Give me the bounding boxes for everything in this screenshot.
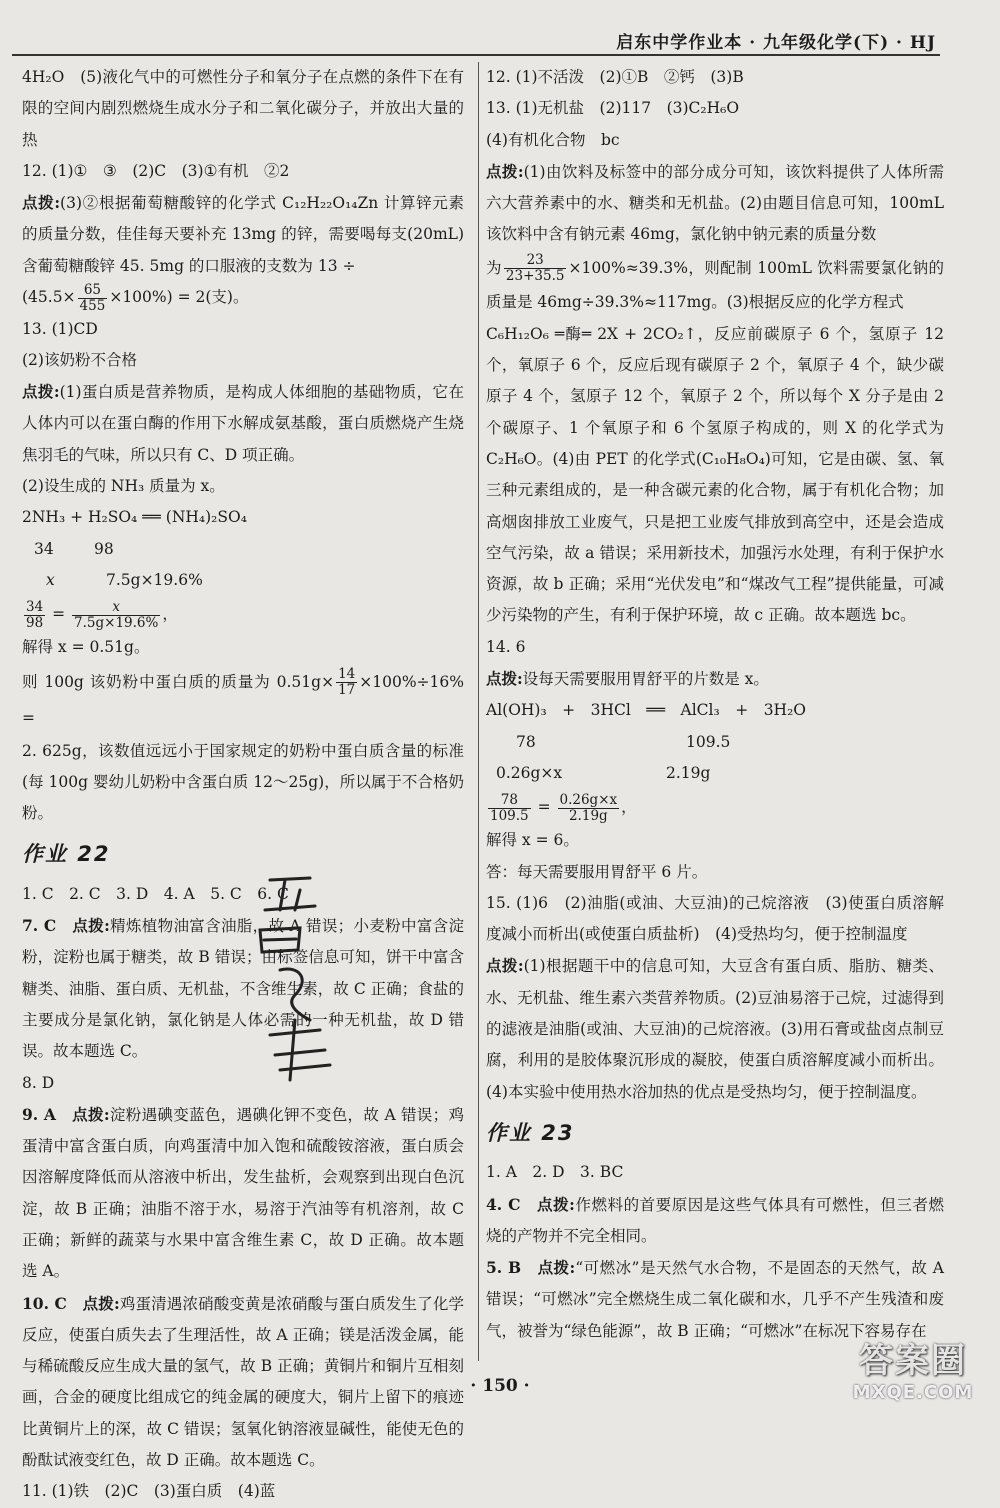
mass-row-1: [22, 534, 464, 565]
watermark-logo: 答案圈: [859, 1341, 967, 1381]
answer-13: 13. (1)无机盐 (2)117 (3)C₂H₆O: [486, 99, 740, 118]
equation-part: ×100%) = 2(支)。: [109, 288, 249, 307]
conclusion: 2. 625g，该数值远远小于国家规定的奶粉中蛋白质含量的标准(每 100g 婴幼儿奶粉中含蛋白质 12～25g)，所以属于不合格奶粉。: [22, 741, 464, 823]
tip-text: (3)②根据葡萄糖酸锌的化学式 C₁₂H₂₂O₁₄Zn 计算锌元素的质量分数，佳佳每天要补充 13mg 的锌，需要喝每支(20mL)含葡萄糖酸锌 45. 5mg 的口服液的支数为 13 ÷: [22, 194, 464, 275]
right-column: [486, 62, 944, 1347]
answer-4: [486, 1189, 944, 1253]
fraction-num: 34: [26, 598, 44, 615]
answer-label: 4. C 点拨:: [486, 1194, 575, 1214]
fraction: [72, 600, 160, 631]
answer-12: 12. (1)① ③ (2)C (3)①有机 ②2: [22, 161, 290, 180]
answer-label: 7. C 点拨:: [22, 916, 110, 936]
answers-1-6: 1. C 2. C 3. D 4. A 5. C 6. C: [22, 884, 289, 903]
tip-part: 为: [486, 258, 502, 277]
tip-13-cont: C₆H₁₂O₆ ═酶═ 2X + 2CO₂↑，反应前碳原子 6 个，氢原子 12 个，氧原子 6 个，反应后现有碳原子 2 个，氧原子 4 个，缺少碳原子 4 个，氢原子 12 个，氧原子 2 个，所以每个 X 分子是由 2 个碳原子、1 个氧原子和 6 个氢原子构成的，则 X 的化学式为 C₂H₆O。(4)由 PET 的化学式(C₁₀H₈O₄)可知，它是由碳、氢、氧三种元素组成的，是一种含碳元素的化合物，属于有机化合物；加高烟囱排放工业废气，只是把工业废气排放到高空中，还是会造成空气污染，故 a 错误；采用新技术，加强污水处理，有利于保护水资源，故 b 正确；采用“光伏发电”和“煤改气工程”提供能量，可减少污染物的产生，有利于保护环境，故 c 正确。故本题选 bc。: [486, 324, 944, 625]
tip-13: [486, 156, 944, 251]
tip-label: 点拨:: [486, 161, 524, 181]
proportion: $\frac{78}{109.5}$ = $\frac{0.26g\times x}{2.19g}$ ，: [490, 791, 637, 824]
fraction-den: 455: [79, 297, 106, 314]
tip-13: [22, 376, 464, 471]
mass-row-1: [486, 727, 944, 758]
answer-label: 10. C 点拨:: [22, 1293, 120, 1313]
answer-text: 精炼植物油富含油脂，故 A 错误；小麦粉中富含淀粉，淀粉也属于糖类，故 B 错误；由标签信息可知，饼干中富含糖类、油脂、蛋白质、无机盐，不含维生素，故 C 正确；食盐的主要成分是氯化钠，氯化钠是人体必需的一种无机盐，故 D 错误。故本题选 C。: [22, 917, 464, 1061]
fraction: [78, 283, 108, 314]
fraction-num: 14: [338, 666, 356, 683]
header-rule: [12, 54, 940, 56]
answer-text: 作燃料的首要原因是这些气体具有可燃性，但三者燃烧的产物并不完全相同。: [486, 1195, 944, 1245]
answer-12: 12. (1)不活泼 (2)①B ②钙 (3)B: [486, 68, 744, 86]
fraction: [336, 667, 357, 698]
left-column: [22, 62, 464, 1508]
fraction: [558, 793, 620, 824]
fraction-num: 23: [526, 252, 544, 269]
mass-value: x: [46, 570, 55, 589]
column-divider: [478, 62, 479, 1361]
tip-label: 点拨:: [486, 669, 523, 689]
chemical-equation: 2NH₃ + H₂SO₄ ══ (NH₄)₂SO₄: [22, 508, 247, 527]
fraction-den: 17: [338, 682, 356, 699]
equation-12: [22, 282, 464, 314]
tip-part: ×100%≈39.3%，则配制 100mL 饮料需要氯化钠的质量是 46mg÷39.3%≈117mg。(3)根据反应的化学方程式: [486, 258, 944, 311]
mass-value: 7.5g×19.6%: [106, 570, 203, 589]
mass-row-2: [486, 758, 944, 789]
mass-value: 0.26g×x: [496, 763, 563, 782]
answer-statement: 答：每天需要服用胃舒平 6 片。: [486, 862, 708, 881]
fraction-den: 98: [26, 614, 44, 631]
answer-14: 14. 6: [486, 637, 526, 656]
answer-block: 4H₂O (5)液化气中的可燃性分子和氧分子在点燃的条件下在有限的空间内剧烈燃烧生成水分子和二氧化碳分子，并放出大量的热: [22, 68, 464, 149]
mass-row-2: [22, 565, 464, 596]
chemical-equation: Al(OH)₃ + 3HCl ══ AlCl₃ + 3H₂O: [486, 701, 806, 720]
solution: 解得 x = 0.51g。: [22, 638, 150, 657]
watermark-url: MXQE.COM: [852, 1382, 974, 1403]
tip-label: 点拨:: [22, 382, 60, 402]
mass-value: 2.19g: [666, 763, 711, 782]
answer-label: 9. A 点拨:: [22, 1104, 110, 1124]
answer-9: [22, 1099, 464, 1288]
tip-text: (1)蛋白质是营养物质，是构成人体细胞的基础物质，它在人体内可以在蛋白酶的作用下水解成氨基酸，蛋白质燃烧产生烧焦羽毛的气味，所以只有 C、D 项正确。: [22, 383, 464, 464]
answer-13: 13. (1)CD: [22, 319, 98, 338]
calc-part: ×100%÷16% =: [22, 672, 464, 727]
calc-line: [22, 664, 464, 736]
answers-1-3: 1. A 2. D 3. BC: [486, 1163, 624, 1182]
answer-text: 淀粉遇碘变蓝色，遇碘化钾不变色，故 A 错误；鸡蛋清中富含蛋白质，向鸡蛋清中加入饱和硫酸铵溶液，蛋白质会因溶解度降低而从溶液中析出，发生盐析，会观察到出现白色沉淀，故 B 正确；油脂不溶于水，易溶于汽油等有机溶剂，故 C 正确；新鲜的蔬菜与水果中富含维生素 C，故 D 正确。故本题选 A。: [22, 1105, 464, 1281]
section-title-22: 作业 22: [22, 842, 111, 867]
answer-8: 8. D: [22, 1073, 55, 1092]
fraction-num: 65: [83, 281, 102, 298]
fraction-den: 2.19g: [558, 808, 620, 824]
calc-part: 则 100g 该奶粉中蛋白质的质量为 0.51g×: [22, 672, 335, 691]
answer-13-4: (4)有机化合物 bc: [486, 130, 620, 149]
tip-text: (1)由饮料及标签中的部分成分可知，该饮料提供了人体所需六大营养素中的水、糖类和无机盐。(2)由题目信息可知，100mL 该饮料中含有钠元素 46mg，氯化钠中钠元素的质量分数: [486, 162, 944, 244]
answer-text: 鸡蛋清遇浓硝酸变黄是浓硝酸与蛋白质发生了化学反应，使蛋白质失去了生理活性，故 A 正确；镁是活泼金属，能与稀硫酸反应生成大量的氢气，故 B 正确；黄铜片和铜片互相刻画，合金的硬度比组成它的纯金属的硬度大，铜片上留下的痕迹比黄铜片上的深，故 C 错误；氢氧化钠溶液显碱性，能使无色的酚酞试液变红色，故 D 正确。故本题选 C。: [22, 1294, 464, 1470]
answer-text: “可燃冰”是天然气水合物，不是固态的天然气，故 A 错误；“可燃冰”完全燃烧生成二氧化碳和水，几乎不产生残渣和废气，被誉为“绿色能源”，故 B 正确；“可燃冰”在标况下容易存在: [486, 1259, 944, 1340]
fraction: [504, 253, 567, 284]
fraction-den: 23+35.5: [505, 268, 565, 285]
equation-part: (45.5×: [22, 288, 76, 307]
fraction-num: x: [112, 598, 120, 615]
tip-13-fraction: [486, 251, 944, 319]
tip-text: (1)根据题干中的信息可知，大豆含有蛋白质、脂肪、糖类、水、无机盐、维生素六类营养物质。(2)豆油易溶于己烷，过滤得到的滤液是油脂(或油、大豆油)的己烷溶液。(3)用石膏或盐卤点制豆腐，利用的是胶体聚沉形成的凝胶，使蛋白质溶解度减小而析出。(4)本实验中使用热水浴加热的优点是受热均匀，便于控制温度。: [486, 957, 944, 1101]
fraction-num: 78: [500, 791, 518, 808]
tip-12: [22, 187, 464, 282]
tip-14: [486, 663, 944, 695]
fraction-num: 0.26g×x: [559, 791, 618, 808]
tip-15: [486, 950, 944, 1107]
page-number: · 150 ·: [470, 1376, 530, 1396]
tip-text: 设每天需要服用胃舒平的片数是 x。: [522, 670, 769, 689]
site-watermark: [838, 1333, 988, 1403]
proportion: $\frac{34}{98}$ = $\frac{x}{7.5g\times 19.6\%}$ ，: [26, 598, 178, 631]
mass-value: 34: [34, 539, 54, 558]
answer-label: 5. B 点拨:: [486, 1258, 576, 1278]
tip-label: 点拨:: [486, 956, 524, 976]
section-title-23: 作业 23: [486, 1120, 575, 1145]
fraction-den: 109.5: [490, 807, 529, 824]
mass-value: 78: [516, 732, 536, 751]
tip-label: 点拨:: [22, 193, 61, 213]
fraction-den: 7.5g×19.6%: [74, 614, 159, 631]
fraction: [488, 793, 531, 824]
mass-value: 109.5: [686, 732, 731, 751]
solution: 解得 x = 6。: [486, 831, 579, 850]
answer-13-2: (2)该奶粉不合格: [22, 350, 137, 369]
answer-15: 15. (1)6 (2)油脂(或油、大豆油)的己烷溶液 (3)使蛋白质溶解度减小而析出(或使蛋白质盐析) (4)受热均匀，便于控制温度: [486, 893, 944, 944]
answer-7: [22, 910, 464, 1067]
page-header: 启东中学作业本 · 九年级化学(下) · HJ: [616, 33, 936, 53]
set-variable: (2)设生成的 NH₃ 质量为 x。: [22, 477, 225, 496]
fraction: [24, 600, 45, 631]
answer-11: 11. (1)铁 (2)C (3)蛋白质 (4)蓝: [22, 1482, 276, 1501]
mass-value: 98: [94, 539, 114, 558]
